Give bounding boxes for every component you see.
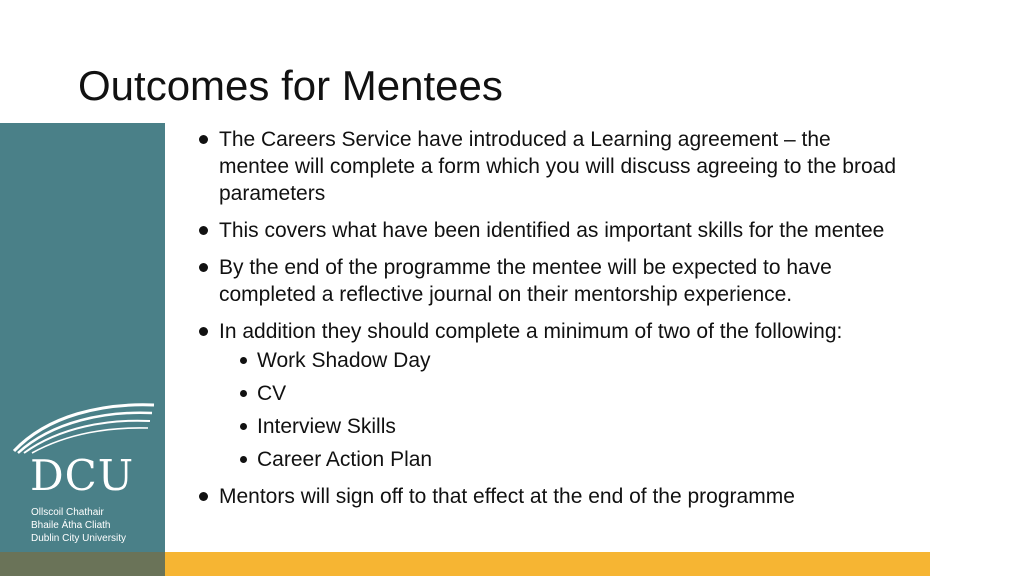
bullet-mentors-sign-off: Mentors will sign off to that effect at the end of the programme — [196, 483, 906, 510]
bullet-minimum-two-text: In addition they should complete a minimum of two of the following: — [219, 320, 843, 343]
sidebar-bottom-strip — [0, 552, 165, 576]
bullet-minimum-two — [196, 318, 906, 473]
dcu-logo-text — [31, 506, 126, 545]
dcu-logo-mark: DCU — [30, 451, 135, 500]
slide-title: Outcomes for Mentees — [78, 62, 503, 109]
logo-line-irish-2: Bhaile Átha Cliath — [31, 520, 111, 531]
slide-content — [196, 126, 906, 520]
sub-bullet-interview-skills: Interview Skills — [219, 413, 906, 440]
logo-line-irish-1: Ollscoil Chathair — [31, 507, 104, 518]
sub-bullet-career-action-plan: Career Action Plan — [219, 446, 906, 473]
footer-accent-bar — [165, 552, 930, 576]
bullet-list — [196, 126, 906, 510]
logo-line-english: Dublin City University — [31, 533, 127, 544]
bullet-important-skills: This covers what have been identified as important skills for the mentee — [196, 217, 906, 244]
dcu-swoosh-icon — [8, 395, 158, 455]
sub-bullet-work-shadow-day: Work Shadow Day — [219, 347, 906, 374]
sub-bullet-list — [219, 347, 906, 473]
bullet-reflective-journal: By the end of the programme the mentee will be expected to have completed a reflective journal on their mentorship experience. — [196, 254, 906, 308]
bullet-learning-agreement: The Careers Service have introduced a Learning agreement – the mentee will complete a form which you will discuss agreeing to the broad parameters — [196, 126, 906, 207]
sub-bullet-cv: CV — [219, 380, 906, 407]
